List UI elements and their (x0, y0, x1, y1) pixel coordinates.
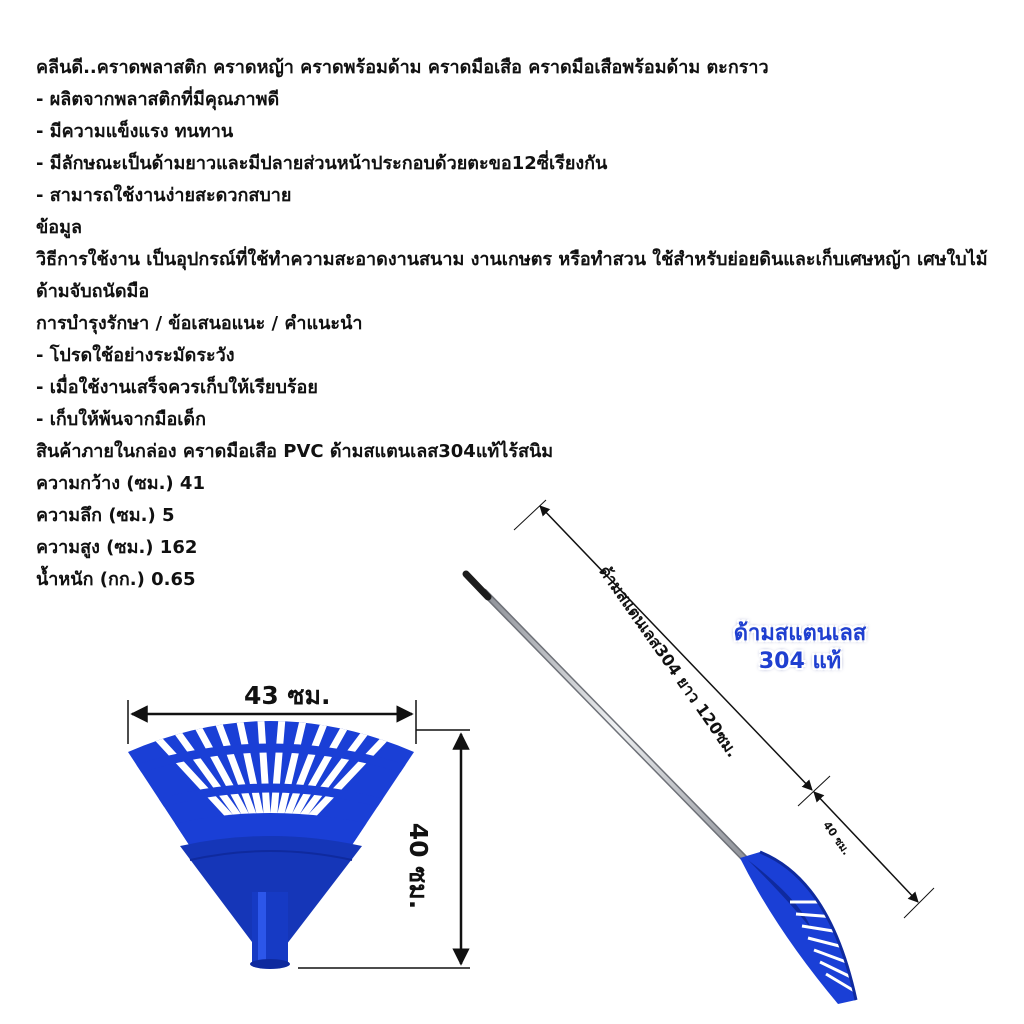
desc-line: - เมื่อใช้งานเสร็จควรเก็บให้เรียบร้อย (36, 377, 318, 398)
desc-heading-info: ข้อมูล (36, 217, 83, 238)
desc-line: - มีลักษณะเป็นด้ามยาวและมีปลายส่วนหน้าประกอบด้วยตะขอ12ซี่เรียงกัน (36, 153, 608, 174)
width-label: 43 ซม. (244, 681, 331, 710)
desc-line: - เก็บให้พ้นจากมือเด็ก (36, 409, 207, 430)
badge-line-2: 304 แท้ (758, 649, 842, 674)
head-length-dimension (814, 792, 934, 918)
desc-line: - ผลิตจากพลาสติกที่มีคุณภาพดี (36, 89, 280, 110)
desc-heading-care: การบำรุงรักษา / ข้อเสนอแนะ / คำแนะนำ (36, 313, 363, 334)
badge-line-1: ด้ามสแตนเลส (733, 621, 867, 646)
handle-length-label: ด้ามสแตนเลส304 ยาว 120ซม. (595, 562, 743, 761)
spec-width: ความกว้าง (ซม.) 41 (36, 473, 205, 494)
spec-weight: น้ำหนัก (กก.) 0.65 (36, 569, 196, 590)
height-label: 40 ซม. (404, 822, 433, 910)
rake-head-front (128, 706, 414, 969)
spec-depth: ความลึก (ซม.) 5 (36, 505, 175, 526)
desc-usage: วิธีการใช้งาน เป็นอุปกรณ์ที่ใช้ทำความสะอาดงานสนาม งานเกษตร หรือทำสวน ใช้สำหรับย่อยดินและเก็บเศษหญ้า เศษใบไม้ ด้ามจับถนัดมือ (36, 249, 988, 302)
desc-line: - สามารถใช้งานง่ายสะดวกสบาย (36, 185, 292, 206)
head-length-label: 40 ซม. (820, 818, 853, 858)
stainless-handle-badge (700, 620, 900, 676)
spec-height: ความสูง (ซม.) 162 (36, 537, 198, 558)
desc-line: - โปรดใช้อย่างระมัดระวัง (36, 345, 235, 366)
desc-line: - มีความแข็งแรง ทนทาน (36, 121, 234, 142)
desc-title: คลีนดี..คราดพลาสติก คราดหญ้า คราดพร้อมด้าม คราดมือเสือ คราดมือเสือพร้อมด้าม ตะกราว (36, 57, 769, 78)
desc-box-contents: สินค้าภายในกล่อง คราดมือเสือ PVC ด้ามสแตนเลส304แท้ไร้สนิม (36, 441, 554, 462)
